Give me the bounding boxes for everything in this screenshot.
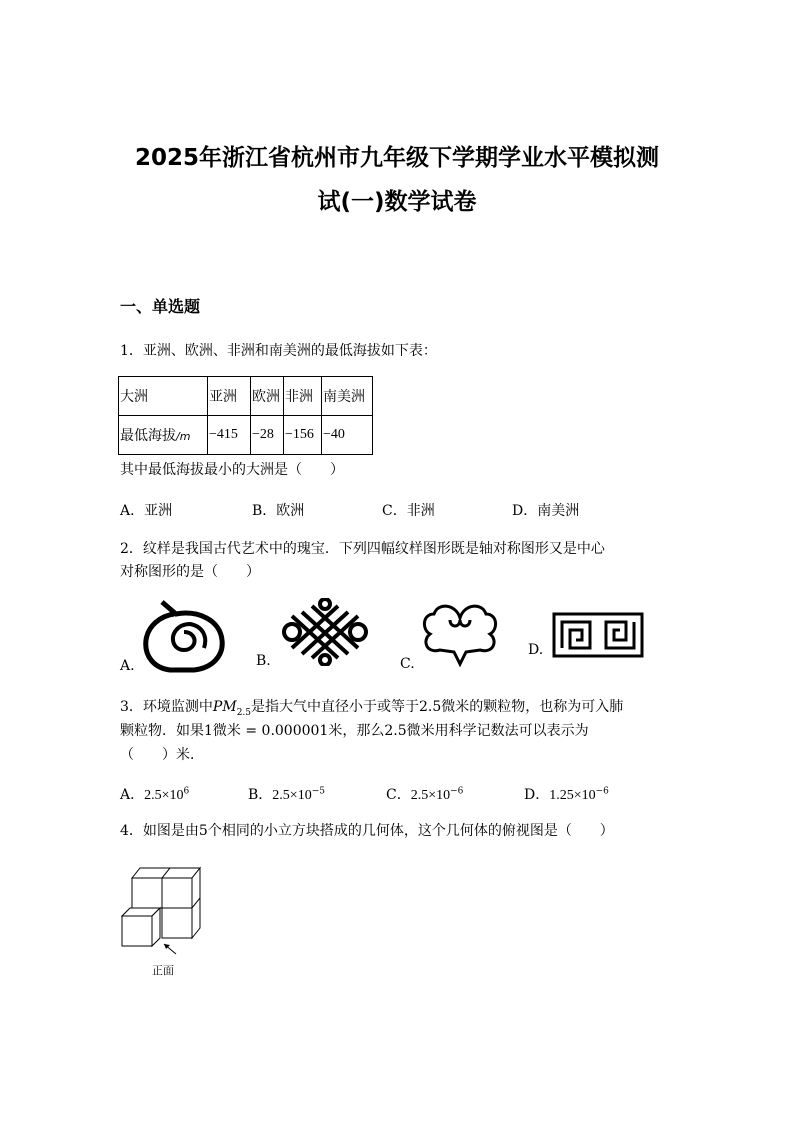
q1-header-cell: 非洲	[284, 377, 322, 416]
q1-value-cell: −28	[251, 416, 284, 455]
page-title	[0, 136, 794, 224]
q1-option-b: B．欧洲	[252, 503, 305, 519]
q1-header-cell: 大洲	[119, 377, 208, 416]
q3-option-c	[386, 784, 463, 804]
q3-option-label: D．	[524, 787, 550, 803]
q3-option-label: B．	[248, 787, 273, 803]
q3-pm-sub: 2.5	[236, 707, 252, 718]
q2-label-a: A.	[120, 658, 135, 674]
q3-option-exp: −6	[595, 786, 609, 797]
q1-header-cell: 欧洲	[251, 377, 284, 416]
q3-option-base: 1.25×10	[549, 788, 596, 803]
title-line-2: 试(一)数学试卷	[317, 189, 477, 215]
q3-rest: 是指大气中直径小于或等于2.5微米的颗粒物，也称为可入肺	[251, 699, 624, 715]
q3-option-b	[248, 784, 325, 804]
q1-value-cell: −156	[284, 416, 322, 455]
q3-option-a	[120, 784, 189, 804]
q3-option-base: 2.5×10	[410, 788, 451, 803]
q1-table-header-row	[119, 377, 373, 416]
q1-value-cell: −415	[208, 416, 251, 455]
q1-header-cell: 南美洲	[322, 377, 373, 416]
q3-option-exp: 6	[183, 786, 190, 797]
q2-label-c: C.	[400, 656, 415, 672]
q1-option-d: D．南美洲	[512, 503, 580, 519]
q2-line-1: 2．纹样是我国古代艺术中的瑰宝．下列四幅纹样图形既是轴对称图形又是中心	[120, 541, 605, 557]
q3-option-label: A．	[120, 787, 145, 803]
q3-line-2: 颗粒物．如果1微米 = 0.000001米，那么2.5微米用科学记数法可以表示为	[120, 723, 589, 739]
q1-row-unit: /m	[176, 430, 191, 443]
q2-label-d: D.	[528, 642, 544, 658]
q3-option-base: 2.5×10	[272, 788, 312, 803]
q2-line-2: 对称图形的是（ ）	[120, 564, 260, 580]
section-heading: 一、单选题	[120, 297, 201, 316]
q1-table-value-row	[119, 416, 373, 455]
q3-option-exp: −5	[311, 786, 325, 797]
q1-question: 其中最低海拔最小的大洲是（ ）	[120, 462, 344, 478]
q4-stem: 4．如图是由5个相同的小立方块搭成的几何体，这个几何体的俯视图是（ ）	[120, 823, 614, 839]
q1-row-label-cell	[119, 416, 208, 455]
q1-value-cell: −40	[322, 416, 373, 455]
q2-pattern-c	[420, 598, 500, 670]
q3-option-d	[524, 784, 609, 804]
q3-option-exp: −6	[450, 786, 464, 797]
title-line-1: 2025年浙江省杭州市九年级下学期学业水平模拟测	[134, 145, 659, 171]
q3-pm: PM	[212, 699, 237, 715]
q1-stem: 1．亚洲、欧洲、非洲和南美洲的最低海拔如下表：	[120, 343, 437, 359]
q1-header-cell: 亚洲	[208, 377, 251, 416]
q1-table	[118, 376, 373, 455]
q1-row-label: 最低海拔	[120, 428, 176, 444]
q3-prefix: 3．环境监测中	[120, 699, 213, 715]
q2-pattern-d	[552, 612, 644, 658]
q2-label-b: B.	[256, 653, 271, 669]
q2-pattern-a	[140, 598, 230, 676]
q4-figure-label: 正面	[152, 964, 174, 977]
q3-option-label: C．	[386, 787, 411, 803]
q3-option-base: 2.5×10	[144, 788, 184, 803]
q2-pattern-b	[282, 598, 368, 666]
q4-cube-figure	[118, 866, 212, 958]
q1-option-c: C．非洲	[382, 503, 435, 519]
q3-line-3: （ ）米．	[120, 747, 204, 763]
q1-option-a: A．亚洲	[120, 503, 173, 519]
